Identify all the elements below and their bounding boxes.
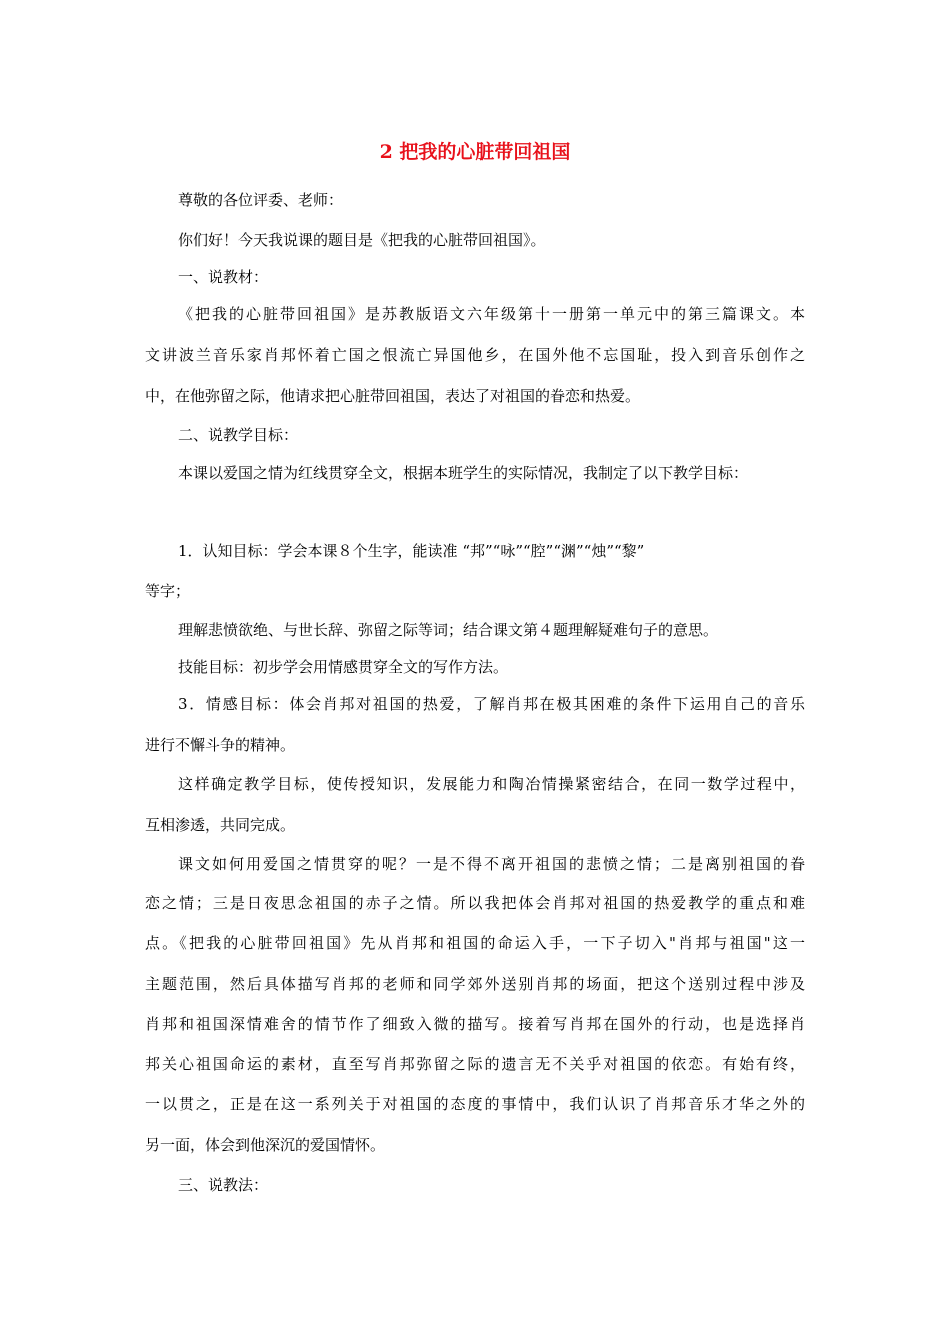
paragraph-line: 本课以爱国之情为红线贯穿全文，根据本班学生的实际情况，我制定了以下教学目标： bbox=[178, 464, 749, 482]
paragraph-line: 肖邦和祖国深情难舍的情节作了细致入微的描写。接着写肖邦在国外的行动，也是选择肖 bbox=[145, 1015, 805, 1033]
paragraph-line: 一以贯之，正是在这一系列关于对祖国的态度的事情中，我们认识了肖邦音乐才华之外的 bbox=[145, 1095, 805, 1113]
paragraph-line: 另一面，体会到他深沉的爱国情怀。 bbox=[145, 1136, 386, 1154]
paragraph-line: 这样确定教学目标，使传授知识，发展能力和陶冶情操紧密结合，在同一数学过程中， bbox=[178, 775, 805, 793]
section-heading: 三、说教法： bbox=[178, 1176, 269, 1194]
document-title: 2 把我的心脏带回祖国 bbox=[379, 141, 571, 163]
paragraph-line: 互相渗透，共同完成。 bbox=[145, 816, 296, 834]
paragraph-line: 课文如何用爱国之情贯穿的呢？一是不得不离开祖国的悲愤之情；二是离别祖国的眷 bbox=[178, 855, 805, 873]
paragraph-line: 主题范围，然后具体描写肖邦的老师和同学郊外送别肖邦的场面，把这个送别过程中涉及 bbox=[145, 975, 805, 993]
paragraph-line: 3．情感目标：体会肖邦对祖国的热爱，了解肖邦在极其困难的条件下运用自己的音乐 bbox=[178, 695, 805, 713]
paragraph-line: 1．认知目标：学会本课８个生字，能读准 “邦”“咏”“腔”“渊”“烛”“黎” bbox=[178, 542, 645, 560]
paragraph-line: 等字； bbox=[145, 582, 191, 600]
paragraph-line: 尊敬的各位评委、老师： bbox=[178, 191, 344, 209]
paragraph-line: 点。《把我的心脏带回祖国》先从肖邦和祖国的命运入手，一下子切入"肖邦与祖国"这一 bbox=[145, 934, 805, 952]
paragraph-line: 中，在他弥留之际，他请求把心脏带回祖国，表达了对祖国的眷恋和热爱。 bbox=[145, 387, 641, 405]
paragraph-line: 文讲波兰音乐家肖邦怀着亡国之恨流亡异国他乡，在国外他不忘国耻，投入到音乐创作之 bbox=[145, 346, 805, 364]
section-heading: 二、说教学目标： bbox=[178, 426, 299, 444]
section-heading: 一、说教材： bbox=[178, 268, 269, 286]
paragraph-line: 邦关心祖国命运的素材，直至写肖邦弥留之际的遗言无不关乎对祖国的依恋。有始有终， bbox=[145, 1055, 805, 1073]
paragraph-line: 恋之情；三是日夜思念祖国的赤子之情。所以我把体会肖邦对祖国的热爱教学的重点和难 bbox=[145, 894, 805, 912]
paragraph-line: 进行不懈斗争的精神。 bbox=[145, 736, 296, 754]
paragraph-line: 《把我的心脏带回祖国》是苏教版语文六年级第十一册第一单元中的第三篇课文。本 bbox=[178, 305, 805, 323]
paragraph-line: 技能目标：初步学会用情感贯穿全文的写作方法。 bbox=[178, 658, 509, 676]
paragraph-line: 理解悲愤欲绝、与世长辞、弥留之际等词；结合课文第４题理解疑难句子的意思。 bbox=[178, 621, 719, 639]
paragraph-line: 你们好！今天我说课的题目是《把我的心脏带回祖国》。 bbox=[178, 231, 546, 249]
